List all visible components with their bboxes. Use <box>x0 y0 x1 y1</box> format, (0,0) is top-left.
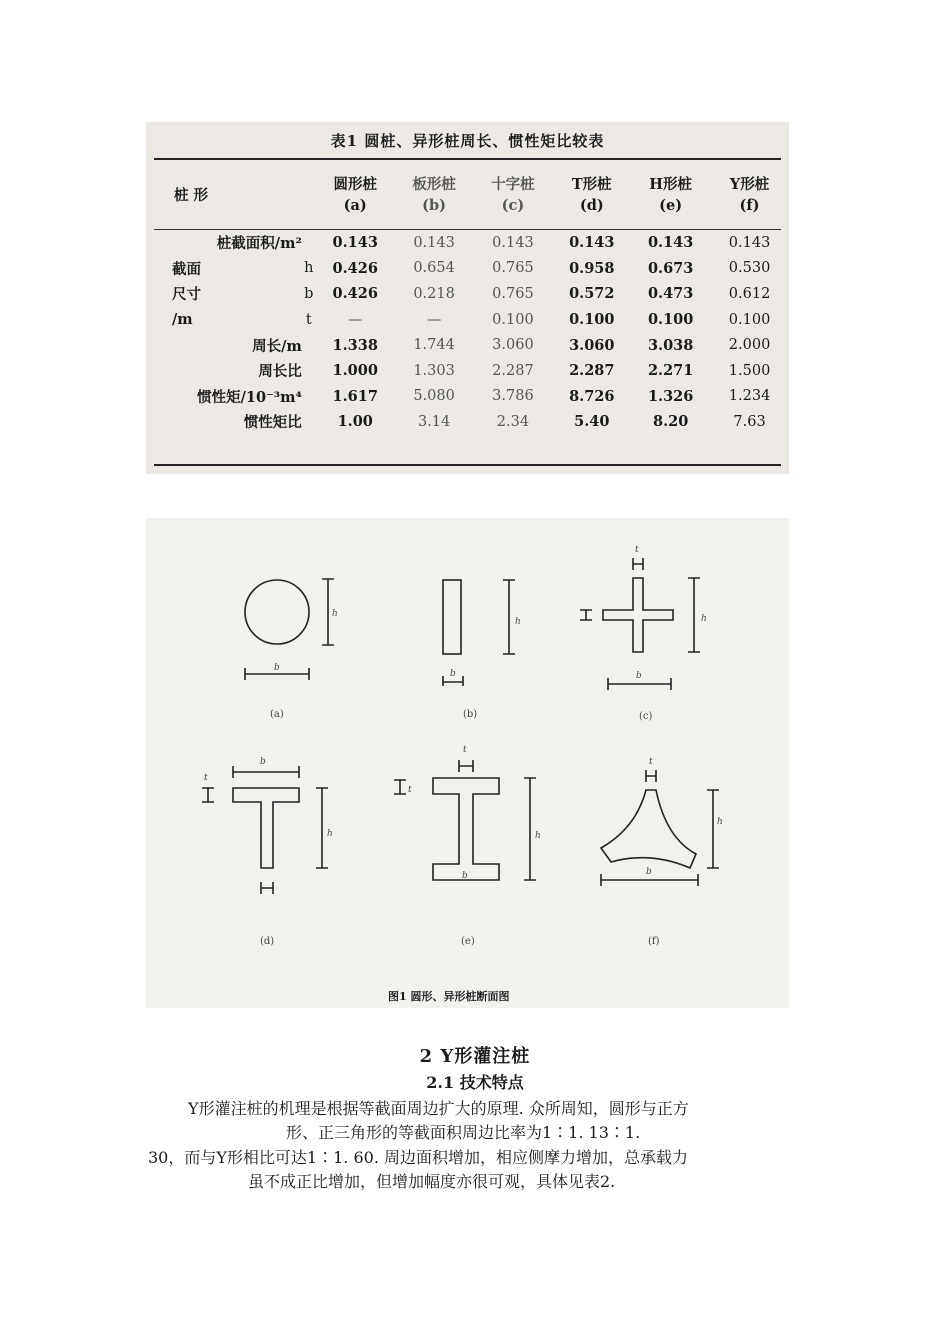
column-header: 圆形桩 (a) <box>333 176 377 214</box>
table-cell: 0.143 <box>492 234 534 251</box>
dim-label-t: t <box>204 773 208 783</box>
dim-label-t: t <box>463 745 467 755</box>
table-cell: 0.100 <box>647 311 694 329</box>
row-sub-label: b <box>304 285 314 302</box>
table-title: 表1 圆桩、异形桩周长、惯性矩比较表 <box>330 132 605 150</box>
table-cell: 0.143 <box>569 234 615 252</box>
table-cell: 0.218 <box>413 285 455 302</box>
table-cell: 0.530 <box>728 260 771 277</box>
table-cell: 1.500 <box>728 362 771 379</box>
table-cell: 0.143 <box>332 234 378 252</box>
table-row <box>154 281 789 307</box>
table-cell: 2.287 <box>492 362 534 379</box>
table-cell: — <box>347 311 363 328</box>
panel-c-cross-pile <box>580 545 707 722</box>
panel-e-h-pile <box>394 745 541 947</box>
dim-label-b: b <box>462 871 468 881</box>
table-cell: 2.271 <box>647 362 694 380</box>
paragraph-line: 虽不成正比增加，但增加幅度亦很可观，具体见表2. <box>248 1172 616 1191</box>
column-header: T形桩 (d) <box>571 176 612 214</box>
table-cell: 3.060 <box>492 337 534 354</box>
dim-label-b: b <box>450 669 456 679</box>
table-cell: 0.100 <box>728 311 771 328</box>
t-section-shape <box>233 788 299 868</box>
table-cell: 3.060 <box>569 336 615 354</box>
h-dimension-bar <box>524 778 536 880</box>
paragraph-line: 形、正三角形的等截面积周边比率为1∶1. 13∶1. <box>286 1123 641 1142</box>
t-side-dimension-bar <box>394 780 406 794</box>
row-label: 周长/m <box>252 337 302 355</box>
paragraph-line: Y形灌注桩的机理是根据等截面周边扩大的原理. 众所周知，圆形与正方 <box>188 1099 689 1118</box>
t-side-dimension-bar <box>202 788 214 802</box>
table-cell: 1.338 <box>332 336 378 354</box>
panel-f-y-pile <box>601 757 723 947</box>
row-group-label: 截面 <box>172 260 201 278</box>
table-cell: 0.958 <box>569 259 615 277</box>
table-cell: 1.234 <box>728 388 771 405</box>
pile-cross-section-diagram <box>146 518 789 1008</box>
h-dimension-bar <box>688 578 700 652</box>
table-row <box>154 307 789 333</box>
dim-label-b: b <box>636 671 642 681</box>
table-scan-image <box>146 122 789 474</box>
b-dimension-bar <box>233 766 299 778</box>
table-cell: 5.40 <box>574 413 610 431</box>
t-bottom-dimension-bar <box>261 882 273 894</box>
table-row <box>154 256 789 282</box>
row-label: 周长比 <box>258 363 302 381</box>
table-cell: 1.00 <box>337 413 373 431</box>
table-cell: 0.765 <box>492 285 534 302</box>
table-row <box>154 409 789 435</box>
paragraph-line: 30，而与Y形相比可达1∶1. 60. 周边面积增加，相应侧摩力增加，总承载力 <box>148 1148 688 1167</box>
table-cell: 0.654 <box>413 260 455 277</box>
panel-label: (f) <box>648 936 660 947</box>
dim-label-t: t <box>635 545 639 555</box>
table-cell: 2.287 <box>569 362 615 380</box>
circle-section-shape <box>245 580 309 644</box>
t-side-dimension-bar <box>580 610 592 620</box>
table-cell: 0.100 <box>492 311 534 328</box>
column-header: 十字桩 (c) <box>491 176 535 214</box>
table-cell: 3.14 <box>417 413 451 430</box>
table-cell: 0.426 <box>332 285 378 303</box>
table-cell: 2.34 <box>496 413 530 430</box>
panel-b-plate-pile <box>443 580 521 720</box>
row-group-label: /m <box>172 311 193 329</box>
table-cell: — <box>426 311 442 328</box>
header-label: 桩 形 <box>174 186 209 204</box>
row-sub-label: h <box>304 260 314 277</box>
table-cell: 3.038 <box>647 336 694 354</box>
dim-label-b: b <box>274 663 280 673</box>
row-sub-label: t <box>305 311 312 328</box>
table-cell: 1.617 <box>332 387 378 405</box>
table-cell: 7.63 <box>733 413 766 430</box>
panel-d-t-pile <box>202 757 333 947</box>
figure-caption: 图1 圆形、异形桩断面图 <box>388 990 510 1003</box>
table-header-row <box>154 160 789 230</box>
column-header: 板形桩 (b) <box>412 176 456 214</box>
table-cell: 0.143 <box>728 234 771 251</box>
table-cell: 0.473 <box>647 285 694 303</box>
table-cell: 0.572 <box>569 285 615 303</box>
dim-label-h: h <box>515 617 521 627</box>
panel-label: (e) <box>461 936 475 947</box>
row-group-label: 尺寸 <box>172 286 201 304</box>
table-cell: 1.000 <box>332 362 378 380</box>
table-cell: 0.426 <box>332 259 378 277</box>
table-cell: 0.143 <box>647 234 694 252</box>
table-cell: 2.000 <box>728 337 771 354</box>
panel-label: (c) <box>639 711 653 722</box>
table-cell: 3.786 <box>492 388 534 405</box>
row-label: 桩截面积/m² <box>216 235 302 253</box>
table-cell: 8.726 <box>569 387 615 405</box>
panel-label: (b) <box>463 709 478 720</box>
panel-label: (a) <box>270 709 284 720</box>
table-cell: 5.080 <box>413 388 455 405</box>
table-row <box>154 230 789 256</box>
h-dimension-bar <box>503 580 515 654</box>
table-row <box>154 384 789 410</box>
table-cell: 1.326 <box>647 387 694 405</box>
dim-label-h: h <box>701 614 707 624</box>
panel-label: (d) <box>260 936 275 947</box>
row-label: 惯性矩比 <box>243 414 302 432</box>
dim-label-t: t <box>649 757 653 767</box>
dim-label-t: t <box>408 785 412 795</box>
y-section-shape <box>601 790 696 868</box>
table-row <box>154 358 789 384</box>
table-bottom-rule <box>154 464 781 466</box>
dim-label-h: h <box>535 831 541 841</box>
column-header: H形桩 (e) <box>649 176 692 214</box>
t-dimension-bar <box>646 770 656 782</box>
h-section-shape <box>433 778 499 880</box>
panel-a-circular-pile <box>245 579 338 720</box>
table-row <box>154 332 789 358</box>
t-dimension-bar <box>633 558 643 570</box>
dim-label-b: b <box>646 867 652 877</box>
table-cell: 0.673 <box>647 259 694 277</box>
table-cell: 0.100 <box>569 311 615 329</box>
row-label: 惯性矩/10⁻³m⁴ <box>197 388 302 406</box>
section-title: 2 Y形灌注桩 <box>419 1046 531 1067</box>
h-dimension-bar <box>316 788 328 868</box>
table-cell: 1.744 <box>413 337 455 354</box>
dim-label-h: h <box>332 609 338 619</box>
comparison-table <box>154 160 789 435</box>
table-cell: 8.20 <box>652 413 689 431</box>
table-cell: 0.612 <box>728 285 771 302</box>
cross-section-shape <box>603 578 673 652</box>
figure-scan-image <box>146 518 789 1008</box>
dim-label-b: b <box>260 757 266 767</box>
table-cell: 0.765 <box>492 260 534 277</box>
rectangle-section-shape <box>443 580 461 654</box>
dim-label-h: h <box>327 829 333 839</box>
t-dimension-bar <box>459 760 473 772</box>
h-dimension-bar <box>707 790 719 868</box>
table-cell: 1.303 <box>413 362 455 379</box>
subsection-title: 2.1 技术特点 <box>426 1073 524 1092</box>
dim-label-h: h <box>717 817 723 827</box>
table-cell: 0.143 <box>413 234 455 251</box>
column-header: Y形桩 (f) <box>729 176 770 214</box>
